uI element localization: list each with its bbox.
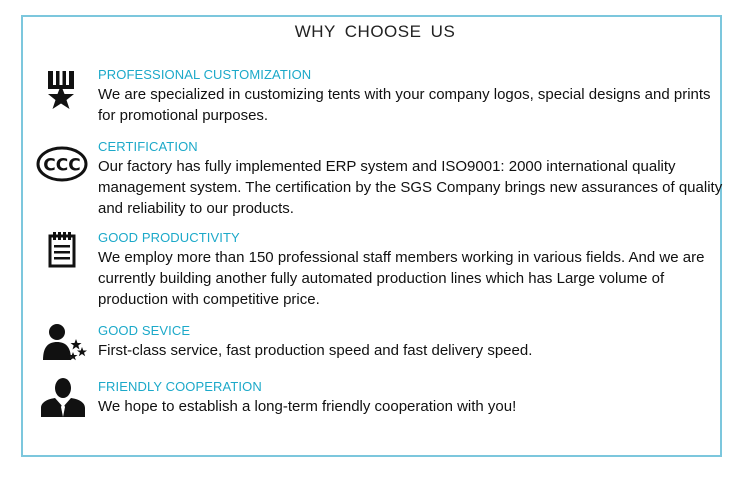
item-text: First-class service, fast production speed and fast delivery speed. [98,342,533,359]
businessman-icon [41,377,85,417]
list-item [98,67,723,126]
item-text: Our factory has fully implemented ERP system and ISO9001: 2000 international quality management system. The certification by the SGS Company brings new assurances of quality and reliability to our products. [98,158,723,217]
svg-text:CCC: CCC [43,155,81,176]
list-item [98,139,723,219]
user-stars-icon [42,322,88,362]
list-item [98,230,723,310]
item-text: We employ more than 150 professional staff members working in various fields. And we are currently building another fully automated production lines which has Large volume of production with competitive price. [98,249,705,308]
notepad-icon [48,232,76,268]
page-title: WHY CHOOSE US [294,22,456,41]
item-heading: FRIENDLY COOPERATION [98,379,262,394]
item-heading: GOOD SEVICE [98,323,191,338]
item-text: We are specialized in customizing tents with your company logos, special designs and prints for promotional purposes. [98,86,711,124]
medal-star-icon [46,70,76,110]
list-item [98,323,723,361]
item-heading: CERTIFICATION [98,139,198,154]
item-heading: GOOD PRODUCTIVITY [98,230,240,245]
item-text: We hope to establish a long-term friendly cooperation with you! [98,398,517,415]
list-item [98,379,723,417]
item-heading: PROFESSIONAL CUSTOMIZATION [98,67,312,82]
ccc-certification-icon [36,146,88,182]
